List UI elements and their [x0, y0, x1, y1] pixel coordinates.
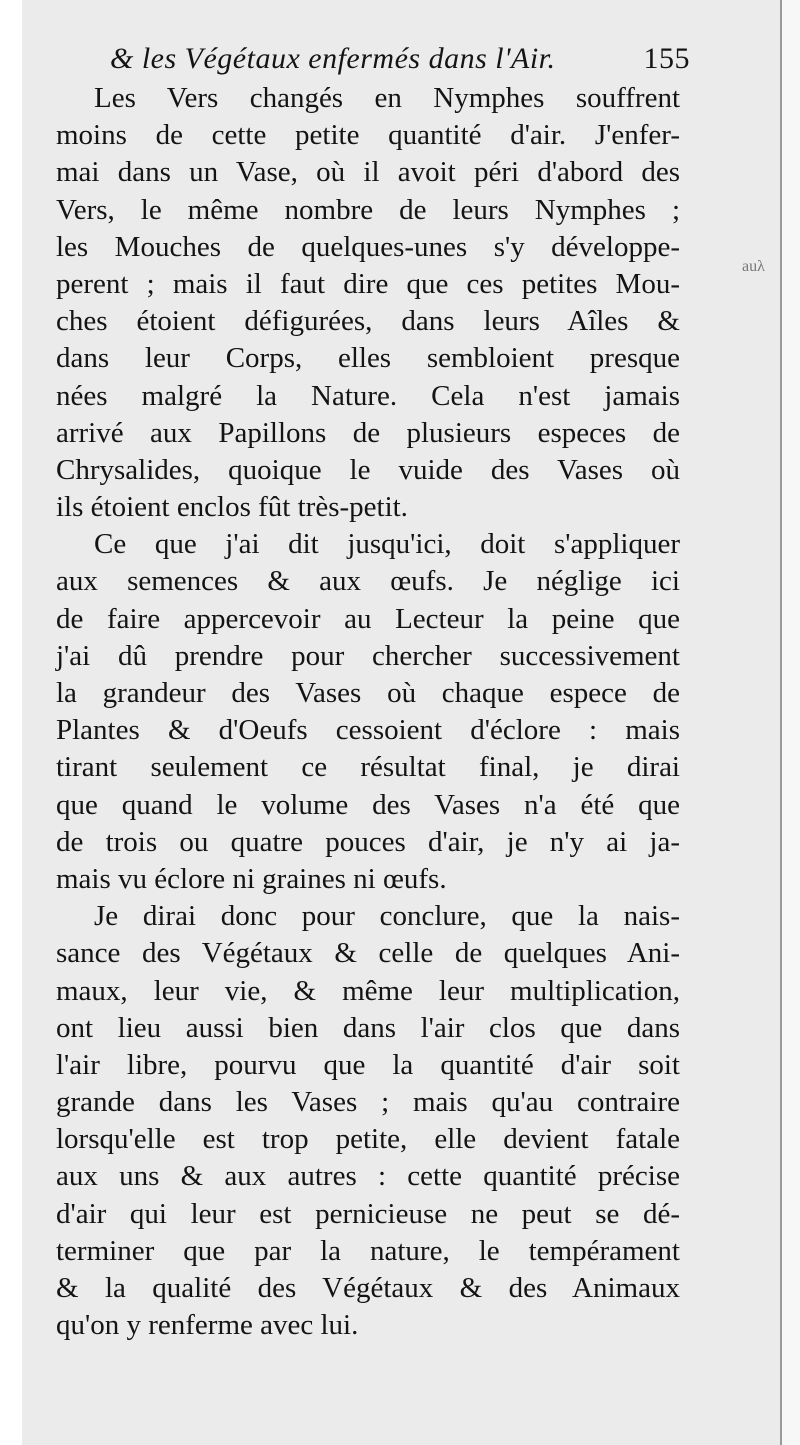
- text-line: que quand le volume des Vases n'a été que: [56, 788, 680, 821]
- page-right-edge: [780, 0, 800, 1445]
- text-line: perent ; mais il faut dire que ces petites Mou-: [56, 267, 680, 300]
- text-line: & la qualité des Végétaux & des Animaux: [56, 1272, 680, 1304]
- text-line: ches étoient défigurées, dans leurs Aîles &: [56, 305, 680, 338]
- text-line: Les Vers changés en Nymphes souffrent: [94, 82, 680, 114]
- text-line: terminer que par la nature, le tempérament: [56, 1234, 680, 1267]
- text-line: aux semences & aux œufs. Je néglige ici: [56, 565, 680, 598]
- text-line: maux, leur vie, & même leur multiplication,: [56, 974, 680, 1007]
- text-line: qu'on y renferme avec lui.: [56, 1309, 359, 1342]
- text-line: la grandeur des Vases où chaque espece de: [56, 677, 680, 709]
- page-left-margin: [0, 0, 22, 1445]
- text-line: tirant seulement ce résultat final, je dirai: [56, 751, 680, 784]
- text-line: arrivé aux Papillons de plusieurs especes de: [56, 416, 680, 449]
- paragraph: [56, 526, 680, 898]
- text-line: Je dirai donc pour conclure, que la nais-: [94, 900, 680, 933]
- text-line: lorsqu'elle est trop petite, elle devient fatale: [56, 1123, 680, 1156]
- text-line: ont lieu aussi bien dans l'air clos que dans: [56, 1011, 680, 1044]
- page-number: 155: [643, 42, 690, 75]
- text-line: mais vu éclore ni graines ni œufs.: [56, 862, 447, 895]
- text-line: aux uns & aux autres : cette quantité précise: [56, 1160, 680, 1193]
- text-line: d'air qui leur est pernicieuse ne peut se dé-: [56, 1197, 680, 1230]
- paragraph: [56, 80, 680, 526]
- text-line: l'air libre, pourvu que la quantité d'air soit: [56, 1048, 680, 1081]
- text-line: Ce que j'ai dit jusqu'ici, doit s'appliquer: [94, 528, 680, 561]
- text-line: dans leur Corps, elles sembloient presque: [56, 342, 680, 375]
- margin-mark: auλ: [742, 258, 765, 275]
- text-line: Plantes & d'Oeufs cessoient d'éclore : mais: [56, 714, 680, 747]
- text-line: les Mouches de quelques-unes s'y développe-: [56, 230, 680, 263]
- text-line: de faire appercevoir au Lecteur la peine que: [56, 602, 680, 635]
- text-line: Vers, le même nombre de leurs Nymphes ;: [56, 193, 680, 226]
- body-text: [56, 80, 680, 1344]
- text-line: sance des Végétaux & celle de quelques Ani-: [56, 937, 680, 970]
- text-line: Chrysalides, quoique le vuide des Vases où: [56, 453, 680, 486]
- text-line: ils étoient enclos fût très-petit.: [56, 491, 408, 524]
- text-line: grande dans les Vases ; mais qu'au contraire: [56, 1086, 680, 1119]
- text-line: moins de cette petite quantité d'air. J'enfer-: [56, 119, 680, 152]
- text-line: nées malgré la Nature. Cela n'est jamais: [56, 379, 680, 412]
- text-line: de trois ou quatre pouces d'air, je n'y ai ja-: [56, 825, 680, 858]
- text-line: mai dans un Vase, où il avoit péri d'abord des: [56, 156, 680, 189]
- paragraph: [56, 898, 680, 1344]
- text-line: j'ai dû prendre pour chercher successivement: [56, 639, 680, 672]
- running-head-title: & les Végétaux enfermés dans l'Air.: [110, 42, 556, 75]
- running-head: [110, 42, 690, 76]
